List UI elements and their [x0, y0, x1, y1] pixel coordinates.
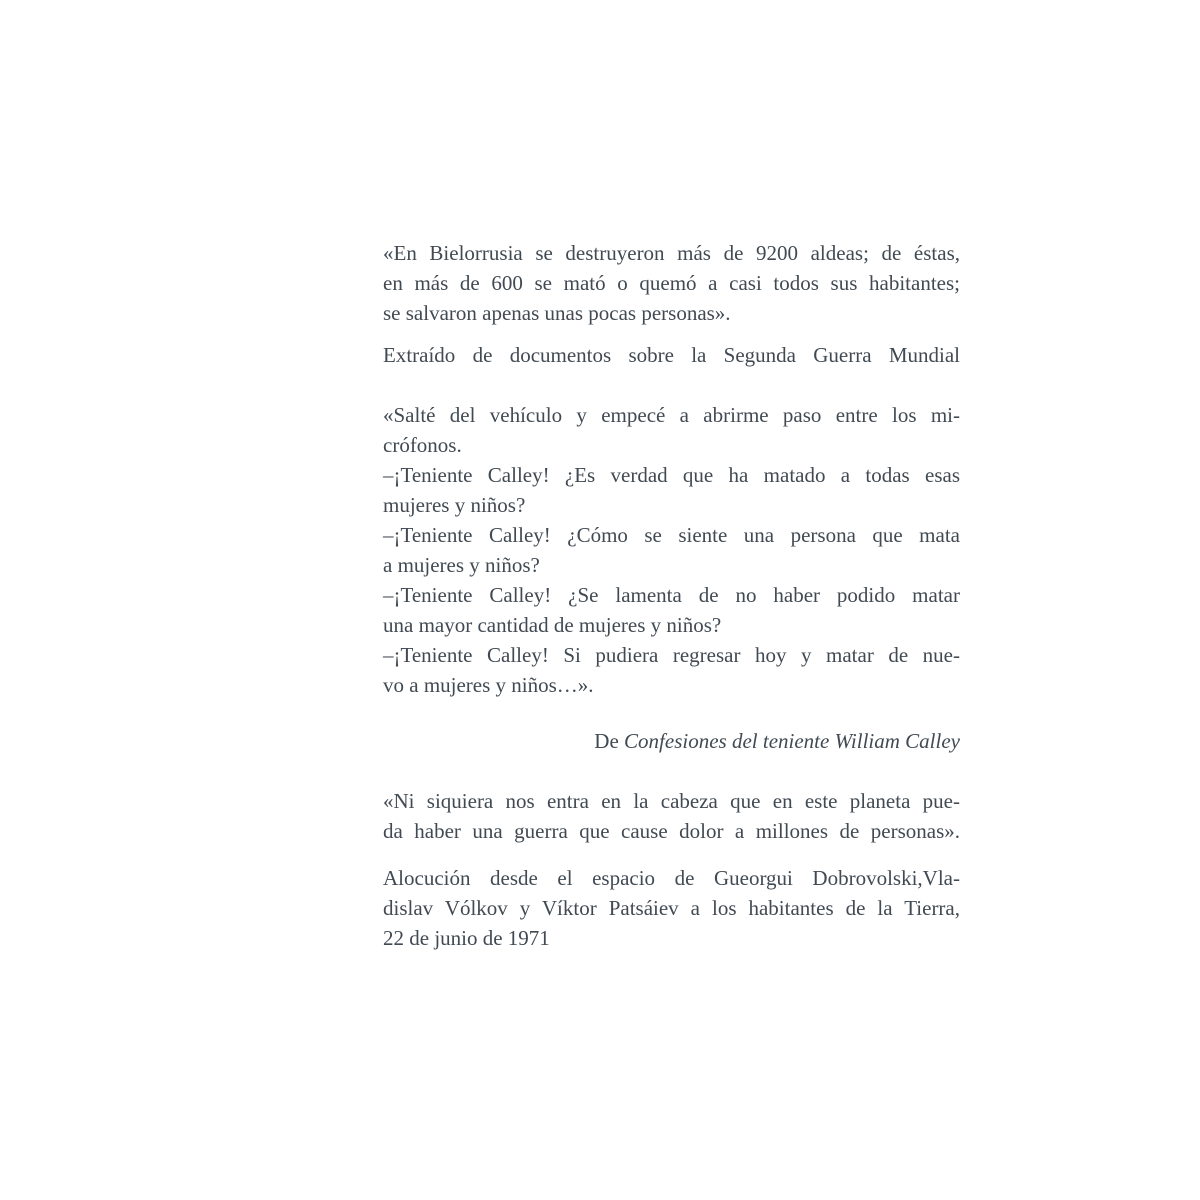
- text-line: vo a mujeres y niños…».: [383, 673, 594, 697]
- source-prefix: De: [594, 729, 625, 753]
- text-line: –¡Teniente Calley! Si pudiera regresar hoy y matar de nue-: [383, 643, 960, 667]
- book-title: Confesiones del teniente William Calley: [624, 729, 960, 753]
- text-line: crófonos.: [383, 433, 462, 457]
- text-line: una mayor cantidad de mujeres y niños?: [383, 613, 722, 637]
- epigraph-source-space-address: [383, 863, 960, 953]
- epigraph-quote-belarus: [383, 238, 960, 328]
- text-line: «En Bielorrusia se destruyeron más de 9200 aldeas; de éstas,: [383, 241, 960, 265]
- text-line: Extraído de documentos sobre la Segunda Guerra Mundial: [383, 343, 960, 367]
- text-line: da haber una guerra que cause dolor a millones de personas».: [383, 819, 960, 843]
- text-line: [383, 726, 960, 756]
- text-line: mujeres y niños?: [383, 493, 526, 517]
- text-line: a mujeres y niños?: [383, 553, 540, 577]
- epigraph-quote-cosmonauts: [383, 786, 960, 846]
- text-line: –¡Teniente Calley! ¿Se lamenta de no haber podido matar: [383, 583, 960, 607]
- text-line: 22 de junio de 1971: [383, 926, 550, 950]
- text-line: –¡Teniente Calley! ¿Es verdad que ha matado a todas esas: [383, 463, 960, 487]
- epigraph-source-wwii-documents: [383, 340, 960, 370]
- epigraph-quote-calley-interview: [383, 400, 960, 700]
- epigraph-block: [383, 238, 960, 953]
- text-line: dislav Vólkov y Víktor Patsáiev a los habitantes de la Tierra,: [383, 896, 960, 920]
- text-line: en más de 600 se mató o quemó a casi todos sus habitantes;: [383, 271, 960, 295]
- text-line: «Ni siquiera nos entra en la cabeza que en este planeta pue-: [383, 789, 960, 813]
- text-line: –¡Teniente Calley! ¿Cómo se siente una persona que mata: [383, 523, 960, 547]
- text-line: «Salté del vehículo y empecé a abrirme paso entre los mi-: [383, 403, 960, 427]
- text-line: Alocución desde el espacio de Gueorgui Dobrovolski,Vla-: [383, 866, 960, 890]
- text-line: se salvaron apenas unas pocas personas».: [383, 301, 731, 325]
- epigraph-source-calley-confessions: [383, 726, 960, 756]
